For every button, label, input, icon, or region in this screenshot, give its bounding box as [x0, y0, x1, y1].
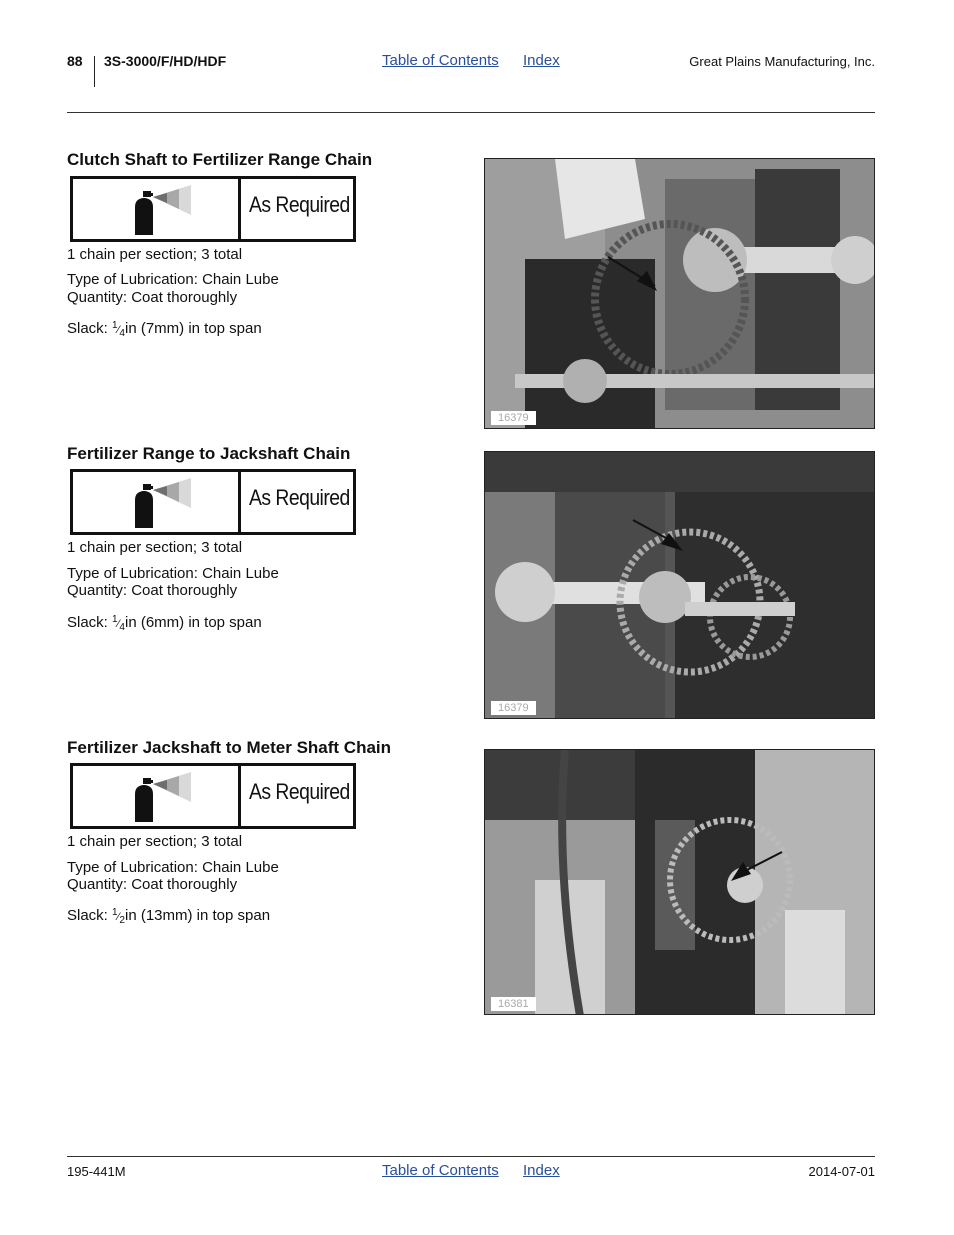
spray-can-icon	[73, 472, 241, 532]
lube-interval-label: As Required	[249, 485, 350, 510]
slack-text: Slack: $^1⁄_2in$ (13mm) in top span	[67, 907, 271, 926]
lube-interval-box	[70, 176, 356, 242]
spray-can-icon	[73, 766, 241, 826]
chain-count-text: 1 chain per section; 3 total	[67, 833, 243, 850]
company-name: Great Plains Manufacturing, Inc.	[689, 54, 875, 69]
quantity-text: Quantity: Coat thoroughly	[67, 876, 238, 893]
photo-id: 16379	[491, 701, 536, 715]
slack-text: Slack: $^1⁄_4in$ (7mm) in top span	[67, 320, 262, 339]
lube-interval-label: As Required	[249, 779, 350, 804]
model-title: 3S-3000/F/HD/HDF	[104, 53, 227, 69]
quantity-text: Quantity: Coat thoroughly	[67, 289, 238, 306]
section-title: Clutch Shaft to Fertilizer Range Chain	[67, 150, 373, 169]
lube-interval-label: As Required	[249, 192, 350, 217]
section-title: Fertilizer Range to Jackshaft Chain	[67, 444, 351, 463]
lube-interval-box	[70, 763, 356, 829]
slack-text: Slack: $^1⁄_4in$ (6mm) in top span	[67, 614, 262, 633]
spray-can-icon	[73, 179, 241, 239]
chain-count-text: 1 chain per section; 3 total	[67, 246, 243, 263]
lubrication-type-text: Type of Lubrication: Chain Lube	[67, 271, 279, 288]
chain-photo	[484, 158, 875, 429]
footer-rule	[67, 1156, 875, 1157]
chain-photo	[484, 749, 875, 1015]
lube-interval-box	[70, 469, 356, 535]
photo-id: 16381	[491, 997, 536, 1011]
header-divider	[94, 56, 95, 87]
chain-count-text: 1 chain per section; 3 total	[67, 539, 243, 556]
document-number: 195-441M	[67, 1164, 126, 1179]
chain-photo	[484, 451, 875, 719]
header-index-link[interactable]: Index	[523, 52, 560, 69]
footer-toc-link[interactable]: Table of Contents	[382, 1162, 499, 1179]
quantity-text: Quantity: Coat thoroughly	[67, 582, 238, 599]
lubrication-type-text: Type of Lubrication: Chain Lube	[67, 859, 279, 876]
header-toc-link[interactable]: Table of Contents	[382, 52, 499, 69]
header-rule	[67, 112, 875, 113]
lubrication-type-text: Type of Lubrication: Chain Lube	[67, 565, 279, 582]
publication-date: 2014-07-01	[808, 1164, 875, 1179]
photo-id: 16379	[491, 411, 536, 425]
section-title: Fertilizer Jackshaft to Meter Shaft Chain	[67, 738, 392, 757]
page-number: 88	[67, 53, 83, 69]
footer-index-link[interactable]: Index	[523, 1162, 560, 1179]
